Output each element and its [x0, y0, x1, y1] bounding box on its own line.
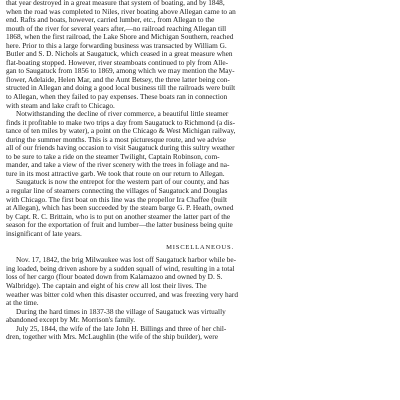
text-line: July 25, 1844, the wife of the late John H. Billings and three of her chil- — [16, 324, 227, 333]
text-line: Walbridge). The captain and eight of his crew all lost their lives. The — [6, 281, 207, 290]
text-line: end. Rafts and boats, however, carried lumber, etc., from Allegan to the — [6, 16, 215, 25]
paragraph-brig-milwaukee — [6, 256, 394, 307]
text-line: dren, together with Mrs. McLaughlin (the wife of the ship builder), were — [6, 333, 218, 342]
text-line: tance of ten miles by water), a point on the Chicago & West Michigan railway, — [6, 127, 236, 136]
text-line: to Allegan, when they failed to pay expenses. These boats ran in connection — [6, 93, 228, 102]
text-line: during the summer months. This is a most picturesque route, and we advise — [6, 135, 226, 144]
text-line: Saugatuck is now the entrepot for the western part of our county, and has — [16, 178, 230, 187]
text-line: at Allegan), which has been succeeded by the steam barge G. P. Heath, owned — [6, 204, 234, 213]
text-line: structed in Allegan and doing a good local business till the railroads were built — [6, 84, 236, 93]
paragraph-river-boating — [6, 0, 394, 110]
text-line: to be sure to take a ride on the steamer Twilight, Captain Robinson, com- — [6, 152, 220, 161]
text-line: weather was bitter cold when this disaster occurred, and was freezing very hard — [6, 290, 238, 299]
text-line: at the time. — [6, 299, 39, 308]
text-line: with Chicago. The first boat on this line was the propellor Ira Chaffee (built — [6, 195, 228, 204]
text-line: gan to Saugatuck from 1856 to 1869, among which we may mention the May- — [6, 67, 235, 76]
text-line: Notwithstanding the decline of river commerce, a beautiful little steamer — [16, 110, 229, 119]
text-line: flat-boating stopped. However, river steamboats continued to ply from Alle- — [6, 58, 229, 67]
text-line: ing loaded, being driven ashore by a sudden squall of wind, resulting in a total — [6, 264, 235, 273]
text-line: flower, Adelaide, Helen Mar, and the Aunt Betsey, the three latter being con- — [6, 75, 230, 84]
text-line: a regular line of steamers connecting the villages of Saugatuck and Douglas — [6, 187, 228, 196]
text-line: abandoned except by Mr. Morrison's family. — [6, 316, 136, 325]
text-line: that year destroyed in a great measure that system of boating, and by 1848, — [6, 0, 225, 7]
text-line: mander, and take a view of the river scenery with the trees in foliage and na- — [6, 161, 230, 170]
text-line: loss of her cargo (flour boated down from Kalamazoo and owned by D. S. — [6, 273, 223, 282]
text-line: ture in its most attractive garb. We took that route on our return to Allegan. — [6, 169, 225, 178]
text-line: when the road was completed to Niles, river boating above Allegan came to an — [6, 7, 236, 16]
text-line: all of our friends having occasion to visit Saugatuck during this sultry weather — [6, 144, 235, 153]
paragraph-hard-times — [6, 308, 394, 325]
text-line: here. Prior to this a large forwarding business was transacted by William G. — [6, 41, 227, 50]
text-line: During the hard times in 1837-38 the village of Saugatuck was virtually — [16, 307, 226, 316]
paragraph-steamer-twilight — [6, 110, 394, 178]
text-line: by Capt. R. C. Brittain, who is to put on another steamer the latter part of the — [6, 212, 231, 221]
text-line: with steam and lake craft to Chicago. — [6, 101, 115, 110]
text-line: finds it profitable to make two trips a day from Saugatuck to Richmond (a dis- — [6, 118, 235, 127]
text-line: 1868, when the first railroad, the Lake Shore and Michigan Southern, reached — [6, 33, 234, 42]
paragraph-saugatuck-entrepot — [6, 178, 394, 238]
section-heading: MISCELLANEOUS. — [166, 244, 234, 252]
text-line: Nov. 17, 1842, the brig Milwaukee was lost off Saugatuck harbor while be- — [16, 256, 237, 265]
text-line: Butler and S. D. Nichols at Saugatuck, which ceased in a great measure when — [6, 50, 233, 59]
text-line: season for the exportation of fruit and lumber—the latter business being quite — [6, 221, 233, 230]
paragraph-july-1844 — [6, 325, 394, 342]
text-line: insignificant of late years. — [6, 229, 82, 238]
text-line: mouth of the river for several years after,—no railroad reaching Allegan till — [6, 24, 227, 33]
